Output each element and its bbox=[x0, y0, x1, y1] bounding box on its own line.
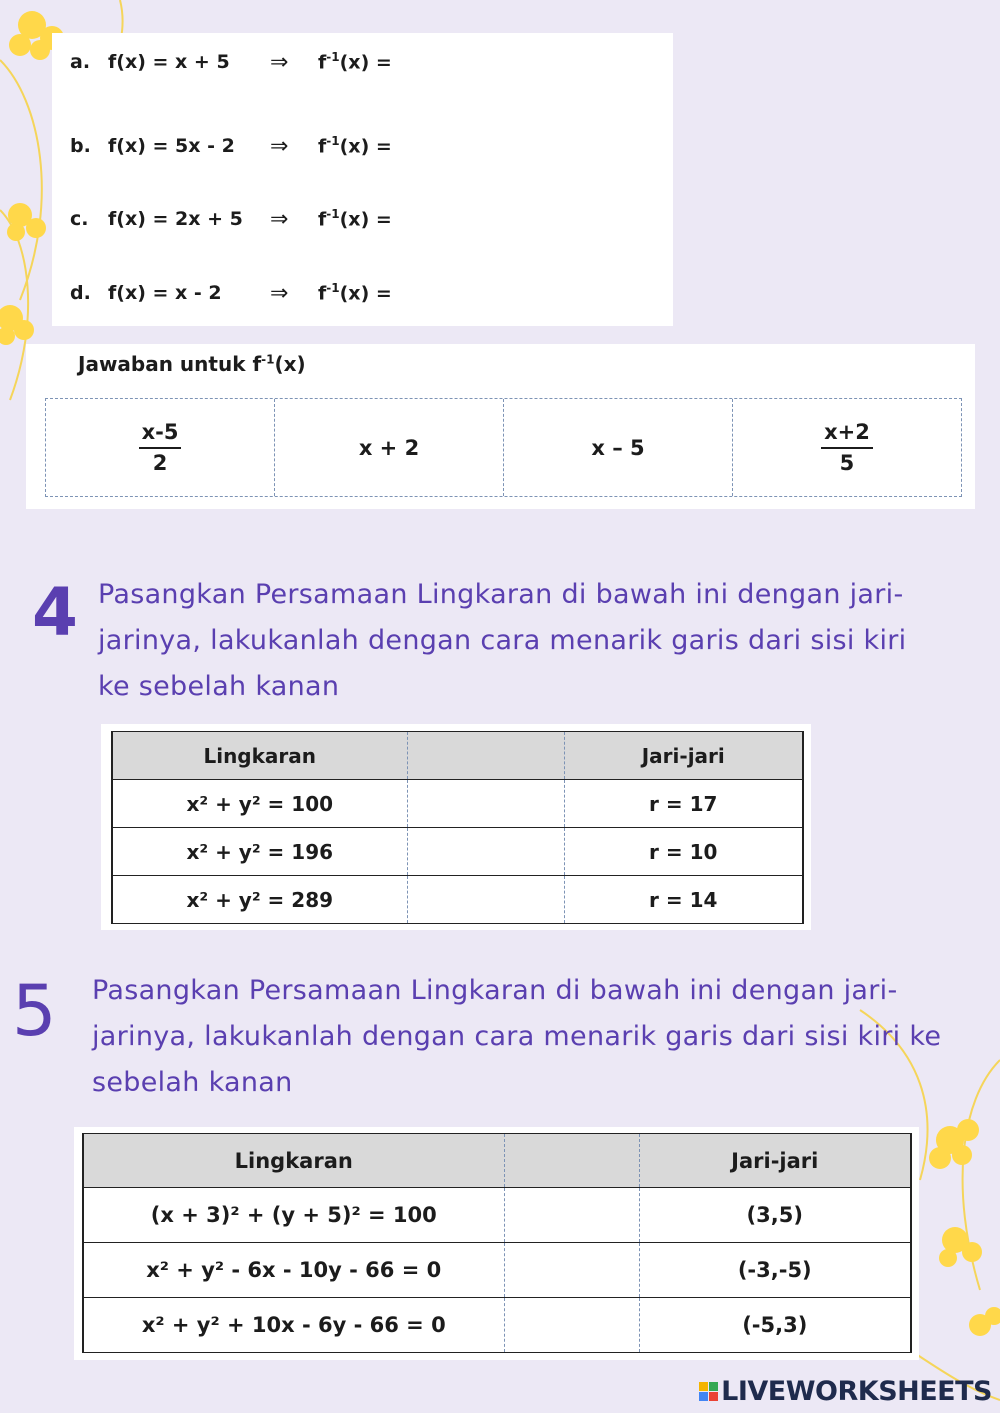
answer-option[interactable]: $\frac{x-5}{2}$ bbox=[46, 399, 275, 496]
brand-name: LIVEWORKSHEETS bbox=[721, 1376, 992, 1407]
exercise-row bbox=[70, 47, 392, 77]
liveworksheets-logo-icon bbox=[699, 1382, 718, 1401]
implies-arrow: ⇒ bbox=[270, 133, 289, 159]
table-row bbox=[83, 1298, 911, 1353]
exercise-row bbox=[70, 278, 392, 308]
table-row bbox=[112, 828, 803, 876]
header-jari-jari: Jari-jari bbox=[639, 1134, 911, 1188]
table-row bbox=[83, 1188, 911, 1243]
answer-options-title: Jawaban untuk $f^{-1}(x)$ bbox=[78, 352, 306, 376]
exercise-function: f(x) = x - 2 bbox=[108, 282, 222, 304]
logo-square bbox=[709, 1392, 718, 1401]
equation-cell[interactable]: (x + 3)² + (y + 5)² = 100 bbox=[83, 1188, 504, 1243]
section-5-table-card bbox=[74, 1127, 919, 1360]
table-row bbox=[112, 780, 803, 828]
answer-option[interactable]: x + 2 bbox=[275, 399, 504, 496]
exercise-letter: b. bbox=[70, 135, 91, 157]
section-5-instructions: Pasangkan Persamaan Lingkaran di bawah ini dengan jari- jarinya, lakukanlah dengan cara menarik garis dari sisi kiri ke sebelah kanan bbox=[92, 975, 942, 1098]
equation-cell[interactable]: x² + y² + 10x - 6y - 66 = 0 bbox=[83, 1298, 504, 1353]
exercise-letter: d. bbox=[70, 282, 91, 304]
inverse-label: $f^{-1}(x)$ = bbox=[318, 207, 392, 231]
implies-arrow: ⇒ bbox=[270, 49, 289, 75]
exercise-row bbox=[70, 131, 392, 161]
liveworksheets-logo[interactable] bbox=[699, 1376, 992, 1407]
center-cell[interactable]: (-5,3) bbox=[639, 1298, 911, 1353]
inverse-label: $f^{-1}(x)$ = bbox=[318, 281, 392, 305]
section-4-table-card bbox=[101, 724, 811, 930]
section-number-5: 5 bbox=[12, 970, 57, 1052]
radius-cell[interactable]: r = 10 bbox=[564, 828, 803, 876]
table-row bbox=[112, 876, 803, 924]
implies-arrow: ⇒ bbox=[270, 206, 289, 232]
inverse-exercises-card bbox=[52, 33, 673, 326]
table-row bbox=[83, 1243, 911, 1298]
equation-cell[interactable]: x² + y² - 6x - 10y - 66 = 0 bbox=[83, 1243, 504, 1298]
table-header-row bbox=[112, 732, 803, 780]
answer-options-grid bbox=[45, 398, 962, 497]
inverse-label: $f^{-1}(x)$ = bbox=[318, 50, 392, 74]
answer-options-card bbox=[26, 344, 975, 509]
logo-square bbox=[709, 1382, 718, 1391]
inverse-label: $f^{-1}(x)$ = bbox=[318, 134, 392, 158]
section-4-instructions: Pasangkan Persamaan Lingkaran di bawah ini dengan jari- jarinya, lakukanlah dengan cara menarik garis dari sisi kiri ke sebelah kanan bbox=[98, 579, 907, 702]
center-matching-table bbox=[82, 1133, 912, 1353]
radius-cell[interactable]: r = 17 bbox=[564, 780, 803, 828]
center-cell[interactable]: (-3,-5) bbox=[639, 1243, 911, 1298]
table-header-row bbox=[83, 1134, 911, 1188]
radius-matching-table bbox=[111, 731, 804, 924]
equation-cell[interactable]: x² + y² = 100 bbox=[112, 780, 407, 828]
section-number-4: 4 bbox=[32, 574, 78, 651]
center-cell[interactable]: (3,5) bbox=[639, 1188, 911, 1243]
equation-cell[interactable]: x² + y² = 289 bbox=[112, 876, 407, 924]
exercise-letter: a. bbox=[70, 51, 91, 73]
header-lingkaran: Lingkaran bbox=[83, 1134, 504, 1188]
radius-cell[interactable]: r = 14 bbox=[564, 876, 803, 924]
header-jari-jari: Jari-jari bbox=[564, 732, 803, 780]
exercise-function: f(x) = 5x - 2 bbox=[108, 135, 235, 157]
exercise-letter: c. bbox=[70, 208, 89, 230]
exercise-function: f(x) = 2x + 5 bbox=[108, 208, 243, 230]
header-lingkaran: Lingkaran bbox=[112, 732, 407, 780]
equation-cell[interactable]: x² + y² = 196 bbox=[112, 828, 407, 876]
logo-square bbox=[699, 1382, 708, 1391]
logo-square bbox=[699, 1392, 708, 1401]
answer-option[interactable]: $\frac{x+2}{5}$ bbox=[733, 399, 961, 496]
implies-arrow: ⇒ bbox=[270, 280, 289, 306]
exercise-function: f(x) = x + 5 bbox=[108, 51, 230, 73]
exercise-row bbox=[70, 204, 392, 234]
answer-option[interactable]: x – 5 bbox=[504, 399, 733, 496]
